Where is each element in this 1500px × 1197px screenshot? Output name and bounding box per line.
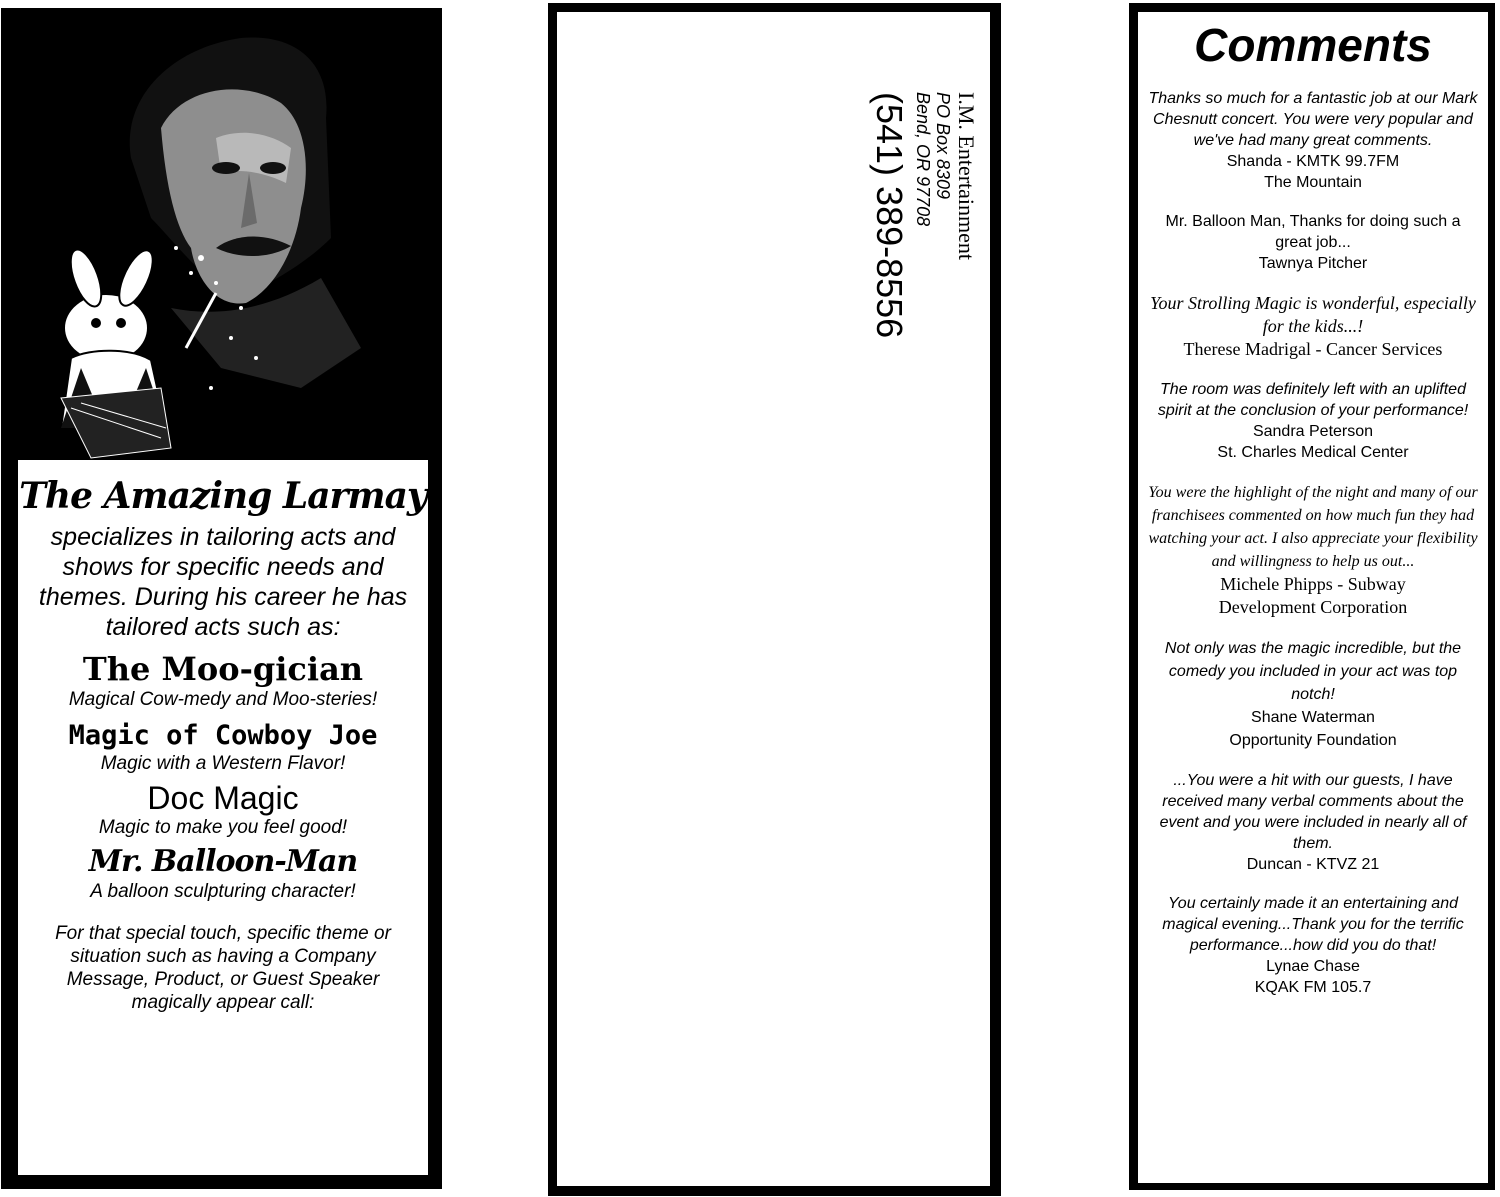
comment-item xyxy=(1138,88,1488,193)
comment-quote: Not only was the magic incredible, but the comedy you included in your act was top notch! xyxy=(1164,640,1462,703)
comments-title: Comments xyxy=(1194,19,1432,71)
act-name: Doc Magic xyxy=(147,780,299,816)
comment-quote: Mr. Balloon Man, Thanks for doing such a great job... xyxy=(1165,213,1461,251)
left-panel xyxy=(1,8,442,1189)
mailing-panel xyxy=(548,3,1001,1196)
comment-org: St. Charles Medical Center xyxy=(1217,444,1409,461)
comments-panel-inner xyxy=(1138,12,1488,1183)
performer-name: The Amazing Larmay xyxy=(19,475,427,517)
act-name: Magic of Cowboy Joe xyxy=(68,720,378,751)
comment-author: Shanda - KMTK 99.7FM xyxy=(1226,153,1400,170)
comments-panel xyxy=(1129,3,1495,1190)
magician-photo xyxy=(1,8,442,460)
act-name: Mr. Balloon-Man xyxy=(88,844,358,879)
comment-item xyxy=(1138,481,1488,619)
act-description: Magical Cow-medy and Moo-steries! xyxy=(68,689,378,710)
phone-number: (541) 389-8556 xyxy=(869,92,910,339)
company-name: I.M. Entertainment xyxy=(954,92,979,261)
comment-author: Tawnya Pitcher xyxy=(1258,255,1368,272)
acts-card xyxy=(18,460,428,1175)
comment-quote: You were the highlight of the night and many of our franchisees commented on how much fun they had watching your act. I also appreciate your flexibility and willingness to help us out... xyxy=(1148,484,1478,570)
comment-item xyxy=(1138,211,1488,274)
comment-author: Lynae Chase xyxy=(1266,958,1360,975)
comment-org: The Mountain xyxy=(1264,174,1362,191)
closing-text: For that special touch, specific theme or situation such as having a Company Message, Product, or Guest Speaker magically appear call: xyxy=(55,923,391,1013)
intro-text: specializes in tailoring acts and shows for specific needs and themes. During his career he has tailored acts such as: xyxy=(38,523,408,641)
comment-org: Opportunity Foundation xyxy=(1229,732,1397,749)
comment-item xyxy=(1138,637,1488,752)
comment-quote: You certainly made it an entertaining and magical evening...Thank you for the terrific performance...how did you do that! xyxy=(1162,895,1464,954)
comment-item xyxy=(1138,292,1488,361)
comment-item xyxy=(1138,770,1488,875)
act-description: Magic with a Western Flavor! xyxy=(100,753,346,774)
mailing-panel-inner xyxy=(557,12,990,1186)
comment-quote: The room was definitely left with an uplifted spirit at the conclusion of your performance! xyxy=(1157,381,1469,419)
act-name: The Moo-gician xyxy=(82,650,364,688)
comment-quote: ...You were a hit with our guests, I have received many verbal comments about the event and you were included in nearly all of them. xyxy=(1159,772,1467,852)
comment-item xyxy=(1138,379,1488,463)
comment-author: Shane Waterman xyxy=(1251,709,1375,726)
comment-quote: Your Strolling Magic is wonderful, especially for the kids...! xyxy=(1150,293,1476,336)
return-address xyxy=(869,92,979,412)
comment-author: Michele Phipps - Subway xyxy=(1220,574,1406,594)
act-description: A balloon sculpturing character! xyxy=(90,881,356,902)
city-state-zip: Bend, OR 97708 xyxy=(913,92,933,227)
comment-author: Sandra Peterson xyxy=(1252,423,1374,440)
comment-org: KQAK FM 105.7 xyxy=(1254,979,1372,996)
comment-item xyxy=(1138,893,1488,998)
comment-author: Duncan - KTVZ 21 xyxy=(1246,856,1380,873)
comment-author: Therese Madrigal - Cancer Services xyxy=(1183,339,1443,359)
comment-quote: Thanks so much for a fantastic job at our Mark Chesnutt concert. You were very popular and we've had many great comments. xyxy=(1148,90,1478,149)
act-description: Magic to make you feel good! xyxy=(98,817,348,838)
comment-org: Development Corporation xyxy=(1218,597,1408,617)
po-box: PO Box 8309 xyxy=(933,92,953,200)
